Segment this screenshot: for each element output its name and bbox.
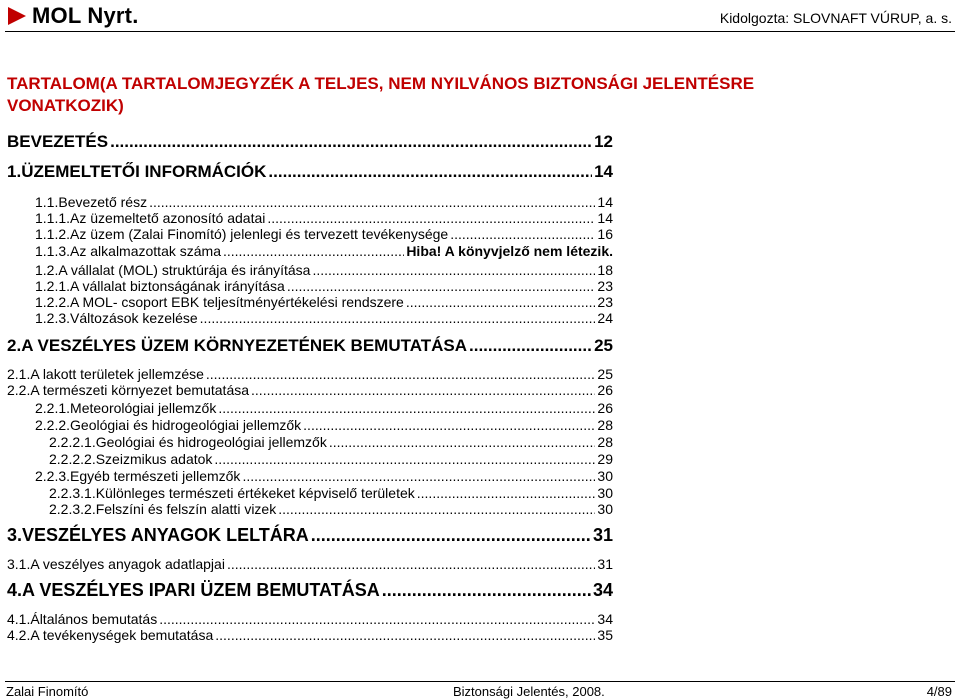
toc-entry[interactable] [35,262,613,278]
toc-leader [406,294,596,310]
toc-leader [312,262,595,278]
toc-entry-text: A lakott területek jellemzése [30,366,204,382]
toc-entry-text: A vállalat biztonságának irányítása [70,278,285,294]
toc-entry-page: 25 [594,336,613,355]
toc-entry[interactable] [7,611,613,627]
toc-entry[interactable] [49,434,613,450]
toc-entry-text: Egyéb természeti jellemzők [70,468,241,484]
toc-entry-page: 14 [597,210,613,226]
toc-entry[interactable] [7,525,613,546]
footer-center: Biztonsági Jelentés, 2008. [453,684,605,699]
toc-entry-page: 30 [597,485,613,501]
toc-entry[interactable] [35,417,613,433]
toc-entry-page: 30 [597,501,613,517]
toc-entry-text: A vállalat (MOL) struktúrája és irányítása [58,262,311,278]
toc-entry[interactable] [35,294,613,310]
toc-entry-page: 31 [597,556,613,572]
toc-entry-number: 1.2. [35,262,59,278]
toc-entry-number: 2.2.2.2. [49,451,96,467]
footer-rule [5,681,955,682]
toc-entry[interactable] [35,278,613,294]
toc-entry-page: 30 [597,468,613,484]
brand-name: MOL Nyrt. [32,3,139,28]
toc-entry-text: A természeti környezet bemutatása [30,382,250,398]
toc-entry-number: 1.2.1. [35,278,71,294]
toc-entry[interactable] [35,210,613,226]
toc-entry-text: Felszíni és felszín alatti vizek [95,501,277,517]
toc-entry-number: 1.1.1. [35,210,71,226]
toc-entry-number: 1.1. [35,194,59,210]
toc-entry-number: 2.2. [7,382,31,398]
toc-title: TARTALOM(A TARTALOMJEGYZÉK A TELJES, NEM NYILVÁNOS BIZTONSÁGI JELENTÉSRE VONATKOZIK) [7,74,755,115]
toc-leader [311,525,591,546]
toc-entry-number: 2.2.2. [35,417,71,433]
toc-entry[interactable] [7,336,613,356]
toc-leader [278,501,595,517]
toc-leader [159,611,595,627]
toc-leader [287,278,596,294]
toc-entry-number: 4. [7,580,23,600]
toc-entry-page: 26 [597,382,613,398]
toc-entry-text: Bevezető rész [58,194,148,210]
toc-entry[interactable] [49,485,613,501]
toc-leader [303,417,595,433]
toc-entry-text: Az alkalmazottak száma [70,243,221,259]
toc-entry-number: 2.2.2.1. [49,434,96,450]
toc-entry-page: 26 [597,400,613,416]
toc-entry-page-error: Hiba! A könyvjelző nem létezik. [406,243,613,259]
toc-leader [215,627,595,643]
toc-entry-page: 35 [597,627,613,643]
toc-leader [214,451,595,467]
toc-entry-number: 2.2.1. [35,400,71,416]
toc-entry-text: Változások kezelése [70,310,198,326]
toc-leader [329,434,596,450]
toc-entry-page: 18 [597,262,613,278]
toc-entry[interactable] [35,243,613,259]
toc-entry-page: 34 [597,611,613,627]
toc-entry[interactable] [7,366,613,382]
toc-entry-text: A MOL- csoport EBK teljesítményértékelési rendszere [70,294,404,310]
toc-entry[interactable] [7,132,613,152]
toc-leader [417,485,596,501]
toc-entry-text: A VESZÉLYES IPARI ÜZEM BEMUTATÁSA [22,580,380,600]
toc-entry[interactable] [7,162,613,182]
toc-entry-page: 14 [597,194,613,210]
toc-entry-text: ÜZEMELTETŐI INFORMÁCIÓK [21,162,267,181]
toc-leader [268,162,592,182]
toc-entry[interactable] [35,400,613,416]
toc-leader [382,580,591,601]
toc-entry-text: VESZÉLYES ANYAGOK LELTÁRA [22,525,309,545]
toc-leader [218,400,595,416]
toc-leader [200,310,596,326]
toc-entry-number: 2.2.3.2. [49,501,96,517]
toc-leader [469,336,592,356]
toc-entry-text: BEVEZETÉS [7,132,109,151]
toc-entry-text: Meteorológiai jellemzők [70,400,217,416]
toc-entry-number: 1.2.2. [35,294,71,310]
toc-entry-number: 1.2.3. [35,310,71,326]
toc-entry[interactable] [35,194,613,210]
toc-entry[interactable] [7,627,613,643]
toc-entry-page: 24 [597,310,613,326]
toc-entry-page: 29 [597,451,613,467]
toc-entry-text: Különleges természeti értékeket képviselő területek [95,485,415,501]
toc-entry-page: 28 [597,434,613,450]
toc-entry-number: 1.1.3. [35,243,71,259]
toc-entry-text: Szeizmikus adatok [95,451,213,467]
toc-entry-number: 3.1. [7,556,31,572]
brand [6,3,139,29]
toc-entry[interactable] [35,468,613,484]
toc-entry-text: Geológiai és hidrogeológiai jellemzők [95,434,327,450]
toc-entry-page: 34 [592,580,613,600]
toc-entry-page: 16 [597,226,613,242]
toc-entry[interactable] [35,310,613,326]
toc-entry-page: 23 [597,294,613,310]
toc-entry-number: 2.2.3. [35,468,71,484]
toc-entry-text: Általános bemutatás [30,611,158,627]
toc-entry-page: 23 [597,278,613,294]
toc-leader [110,132,592,152]
toc-entry-page: 25 [597,366,613,382]
toc-entry-page: 14 [594,162,613,181]
toc-entry-number: 4.2. [7,627,31,643]
toc-entry[interactable] [7,580,613,601]
toc-entry-text: Geológiai és hidrogeológiai jellemzők [70,417,302,433]
toc-entry-text: A tevékenységek bemutatása [30,627,214,643]
toc-entry-number: 2. [7,336,22,355]
toc-entry-page: 31 [592,525,613,545]
toc-entry-number: 1.1.2. [35,226,71,242]
toc-leader [206,366,596,382]
toc-entry[interactable] [7,556,613,572]
footer-left: Zalai Finomító [6,684,89,699]
toc-entry-number: 2.1. [7,366,31,382]
toc-leader [450,226,595,242]
toc-leader [242,468,595,484]
toc-entry-number: 1. [7,162,22,181]
toc-entry[interactable] [7,382,613,398]
mol-logo-icon [6,5,28,27]
prepared-by: Kidolgozta: SLOVNAFT VÚRUP, a. s. [719,10,952,26]
toc-entry-page: 28 [597,417,613,433]
toc-leader [227,556,595,572]
header-rule [5,31,955,32]
toc-leader [149,194,595,210]
toc-entry[interactable] [49,501,613,517]
toc-entry[interactable] [35,226,613,242]
toc-entry-text: A VESZÉLYES ÜZEM KÖRNYEZETÉNEK BEMUTATÁSA [21,336,468,355]
toc-leader [223,243,404,259]
toc-entry-text: Az üzem (Zalai Finomító) jelenlegi és tervezett tevékenysége [70,226,449,242]
toc-entry-number: 3. [7,525,23,545]
toc-entry-text: A veszélyes anyagok adatlapjai [30,556,225,572]
toc-entry-number: 2.2.3.1. [49,485,96,501]
toc-entry[interactable] [49,451,613,467]
toc-entry-page: 12 [594,132,613,151]
toc-entry-text: Az üzemeltető azonosító adatai [70,210,266,226]
toc-leader [267,210,595,226]
toc-leader [251,382,595,398]
footer-page-number: 4/89 [926,684,952,699]
toc-entry-number: 4.1. [7,611,31,627]
